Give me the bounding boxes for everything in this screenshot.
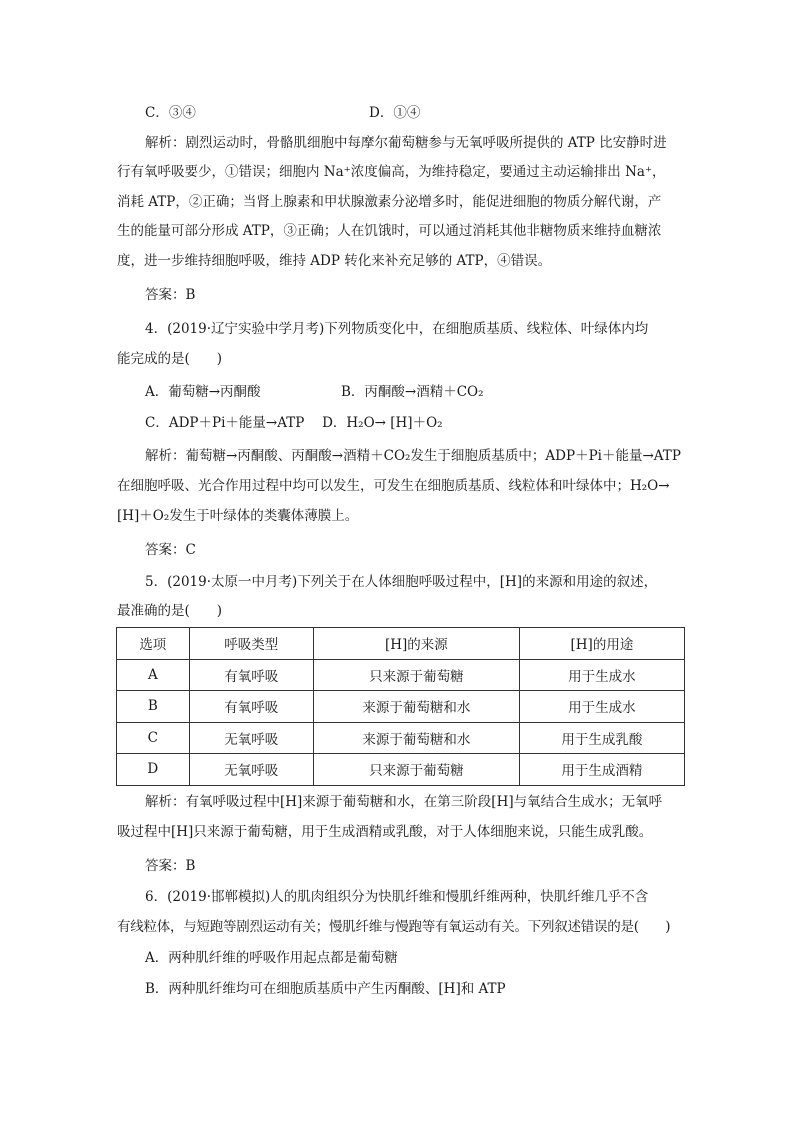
q3-option-d: D．①④ xyxy=(369,105,421,121)
q4-answer: 答案：C xyxy=(145,542,196,558)
q4-option-a: A．葡萄糖→丙酮酸 xyxy=(145,384,261,400)
table-header-cell: 选项 xyxy=(117,628,190,660)
table-cell: C xyxy=(117,722,190,754)
q3-option-c: C．③④ xyxy=(145,105,196,121)
table-cell: 有氧呼吸 xyxy=(189,659,313,691)
table-row xyxy=(117,659,685,691)
q3-analysis-line: 度，进一步维持细胞呼吸，维持 ADP 转化来补充足够的 ATP，④错误。 xyxy=(117,253,552,269)
table-cell: 来源于葡萄糖和水 xyxy=(313,691,519,723)
table-cell: 来源于葡萄糖和水 xyxy=(313,722,519,754)
table-cell: 用于生成乳酸 xyxy=(519,722,684,754)
table-cell: 只来源于葡萄糖 xyxy=(313,659,519,691)
q6-option-a: A．两种肌纤维的呼吸作用起点都是葡萄糖 xyxy=(145,950,398,966)
table-cell: 无氧呼吸 xyxy=(189,722,313,754)
q5-stem-line: 5．(2019·太原一中月考)下列关于在人体细胞呼吸过程中，[H]的来源和用途的叙述， xyxy=(145,574,658,590)
table-header-cell: 呼吸类型 xyxy=(189,628,313,660)
table-row xyxy=(117,691,685,723)
q4-stem-line: 能完成的是( ) xyxy=(117,351,223,367)
table-cell: D xyxy=(117,754,190,786)
q3-answer: 答案：B xyxy=(145,287,196,303)
table-cell: B xyxy=(117,691,190,723)
table-header-cell: [H]的用途 xyxy=(519,628,684,660)
q4-analysis-line: 在细胞呼吸、光合作用过程中均可以发生，可发生在细胞质基质、线粒体和叶绿体中；H₂O→ xyxy=(117,478,670,494)
q4-analysis-line: 解析：葡萄糖→丙酮酸、丙酮酸→酒精＋CO₂发生于细胞质基质中；ADP＋Pi＋能量→ATP xyxy=(145,448,681,464)
table-cell: 只来源于葡萄糖 xyxy=(313,754,519,786)
q5-analysis-line: 解析：有氧呼吸过程中[H]来源于葡萄糖和水，在第三阶段[H]与氧结合生成水；无氧呼 xyxy=(145,794,663,810)
table-cell: 用于生成水 xyxy=(519,691,684,723)
q3-analysis-line: 行有氧呼吸要少，①错误；细胞内 Na⁺浓度偏高，为维持稳定，要通过主动运输排出 Na⁺， xyxy=(117,164,666,180)
answer-options-table xyxy=(116,627,685,786)
q6-stem-line: 6．(2019·邯郸模拟)人的肌肉组织分为快肌纤维和慢肌纤维两种，快肌纤维几乎不含 xyxy=(145,889,649,905)
q5-stem-line: 最准确的是( ) xyxy=(117,603,223,619)
table-cell: 用于生成水 xyxy=(519,659,684,691)
table-cell: A xyxy=(117,659,190,691)
q4-stem-line: 4．(2019·辽宁实验中学月考)下列物质变化中，在细胞质基质、线粒体、叶绿体内均 xyxy=(145,321,649,337)
q5-analysis-line: 吸过程中[H]只来源于葡萄糖，用于生成酒精或乳酸，对于人体细胞来说，只能生成乳酸。 xyxy=(117,824,653,840)
table-header-row xyxy=(117,628,685,660)
q3-analysis-line: 解析：剧烈运动时，骨骼肌细胞中每摩尔葡萄糖参与无氧呼吸所提供的 ATP 比安静时进 xyxy=(145,135,667,151)
q4-option-b: B．丙酮酸→酒精＋CO₂ xyxy=(341,384,484,400)
table-header-cell: [H]的来源 xyxy=(313,628,519,660)
q6-option-b: B．两种肌纤维均可在细胞质基质中产生丙酮酸、[H]和 ATP xyxy=(145,981,506,997)
table-cell: 有氧呼吸 xyxy=(189,691,313,723)
table-cell: 用于生成酒精 xyxy=(519,754,684,786)
table-row xyxy=(117,722,685,754)
q4-option-cd: C．ADP＋Pi＋能量→ATP D．H₂O→ [H]＋O₂ xyxy=(145,415,443,431)
q4-analysis-line: [H]＋O₂发生于叶绿体的类囊体薄膜上。 xyxy=(117,508,359,524)
q3-analysis-line: 生的能量可部分形成 ATP，③正确；人在饥饿时，可以通过消耗其他非糖物质来维持血糖浓 xyxy=(117,223,662,239)
q3-analysis-line: 消耗 ATP，②正确；当肾上腺素和甲状腺激素分泌增多时，能促进细胞的物质分解代谢，产 xyxy=(117,194,662,210)
q5-answer: 答案：B xyxy=(145,858,196,874)
table-cell: 无氧呼吸 xyxy=(189,754,313,786)
q6-stem-line: 有线粒体，与短跑等剧烈运动有关；慢肌纤维与慢跑等有氧运动有关。下列叙述错误的是( ) xyxy=(117,919,671,935)
table-row xyxy=(117,754,685,786)
